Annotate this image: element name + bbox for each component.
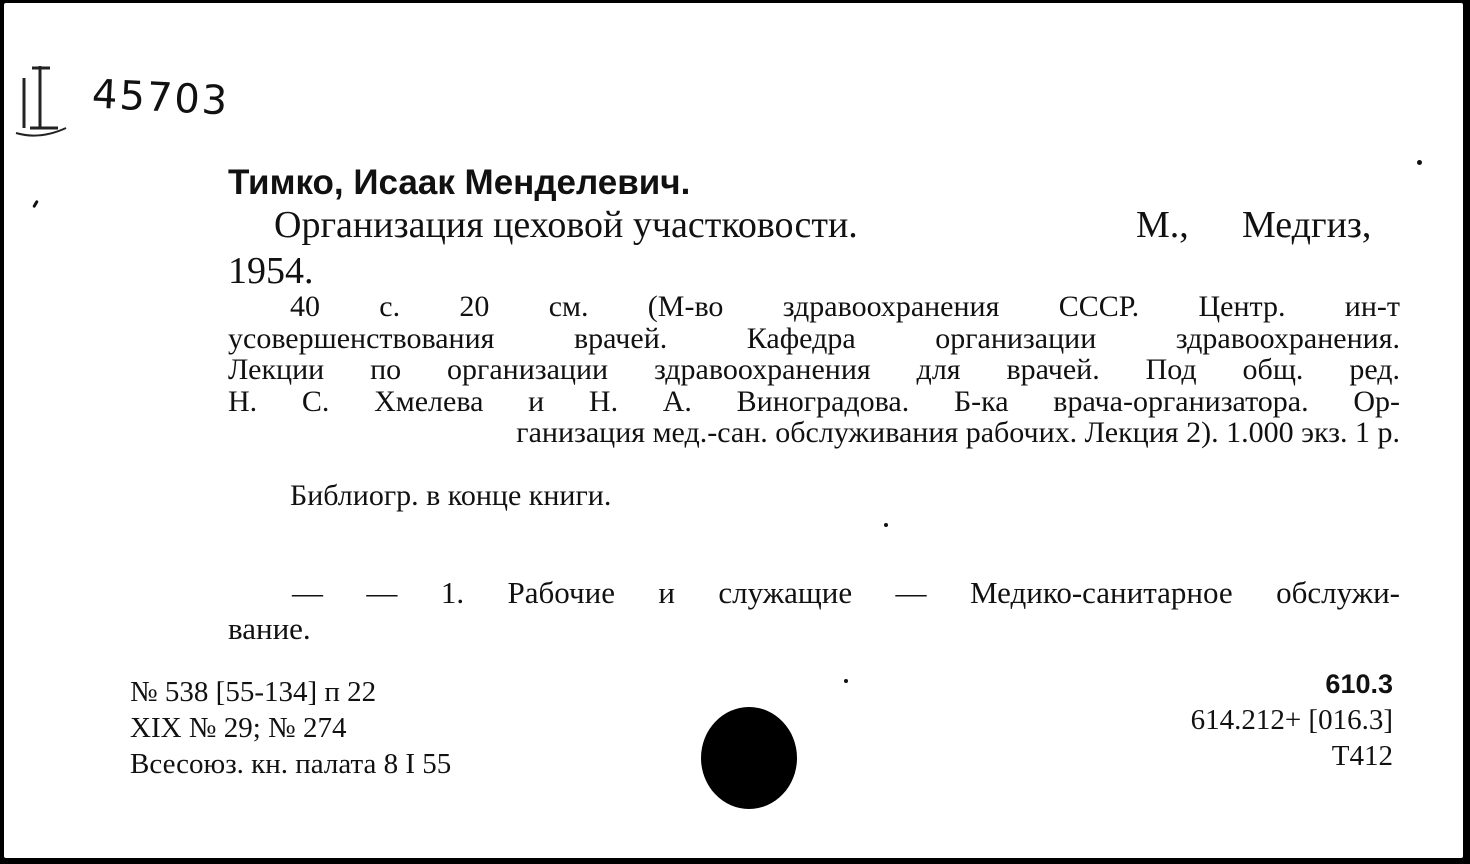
author-mark: Т412 (1331, 740, 1393, 772)
bibliography-note: Библиогр. в конце книги. (290, 479, 612, 512)
catalog-card (4, 3, 1463, 858)
publisher: Медгиз, (1242, 204, 1372, 246)
subject-heading (228, 575, 1400, 647)
udc-extended-code: 614.212+ [016.3] (1190, 704, 1393, 736)
book-title: Организация цеховой участковости. (274, 204, 858, 246)
handwritten-number: 45703 (90, 71, 231, 125)
subject-line: вание. (228, 611, 311, 646)
speck (32, 200, 39, 208)
subject-line: — — 1. Рабочие и служащие — Медико-санитарное обслужи- (292, 575, 1400, 610)
description-line: ганизация мед.-сан. обслуживания рабочих. Лекция 2). 1.000 экз. 1 р. (516, 416, 1400, 449)
udc-code: 610.3 (1325, 669, 1393, 699)
registry-line: Всесоюз. кн. палата 8 I 55 (130, 748, 452, 780)
registry-info (130, 674, 451, 782)
speck (884, 523, 888, 527)
registry-line: XIX № 29; № 274 (130, 712, 347, 744)
description-line: 40 с. 20 см. (М-во здравоохранения СССР. Центр. ин-т (290, 290, 1400, 323)
description-line: усовершенствования врачей. Кафедра организации здравоохранения. (228, 321, 1400, 355)
catalog-bracket-mark (10, 58, 68, 138)
author-heading: Тимко, Исаак Менделевич. (228, 163, 691, 202)
speck (1417, 160, 1422, 165)
description-line: Н. С. Хмелева и Н. А. Виноградова. Б-ка врача-организатора. Ор- (228, 384, 1400, 418)
punch-hole (701, 707, 797, 809)
speck (844, 679, 848, 683)
description-line: Лекции по организации здравоохранения для врачей. Под общ. ред. (228, 353, 1400, 386)
classification-codes (1191, 666, 1393, 774)
description-block (228, 291, 1400, 449)
registry-line: № 538 [55-134] п 22 (130, 676, 377, 708)
publication-year: 1954. (228, 250, 314, 292)
publication-city: М., (1136, 204, 1189, 246)
